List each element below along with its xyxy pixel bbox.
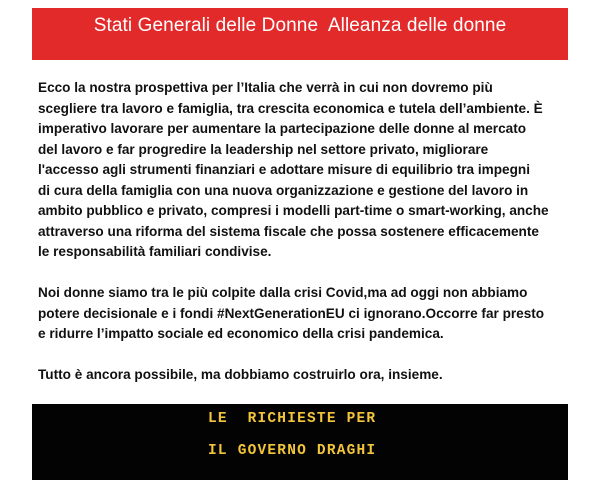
header-banner — [32, 8, 568, 60]
paragraph-covid: Noi donne siamo tra le più colpite dalla crisi Covid,ma ad oggi non abbiamo potere decisionale e i fondi #NextGenerationEU ci ignorano.Occorre far presto e ridurre l’impatto sociale ed economico della crisi pandemica. — [38, 285, 545, 341]
document-body — [38, 78, 568, 406]
footer-line-governo: IL GOVERNO DRAGHI — [208, 443, 377, 459]
footer-line-richieste: LE RICHIESTE PER — [208, 411, 377, 427]
paragraph-prospettiva: Ecco la nostra prospettiva per l’Italia che verrà in cui non dovremo più scegliere tra lavoro e famiglia, tra crescita economica e tutela dell’ambiente. È imperativo lavorare per aumentare la partecipazione delle donne al mercato del lavoro e far progredire la leadership nel settore privato, migliorare l'accesso agli strumenti finanziari e adottare misure di equilibrio tra impegni di cura della famiglia con una nuova organizzazione e gestione del lavoro in ambito pubblico e privato, compresi i modelli part-time o smart-working, anche attraverso una riforma del sistema fiscale che possa sostenere efficacemente le responsabilità familiari condivise. — [38, 80, 549, 259]
paragraph-conclusione: Tutto è ancora possibile, ma dobbiamo costruirlo ora, insieme. — [38, 367, 443, 382]
footer-banner — [32, 404, 568, 480]
header-title: Stati Generali delle Donne Alleanza delle donne — [93, 15, 507, 36]
